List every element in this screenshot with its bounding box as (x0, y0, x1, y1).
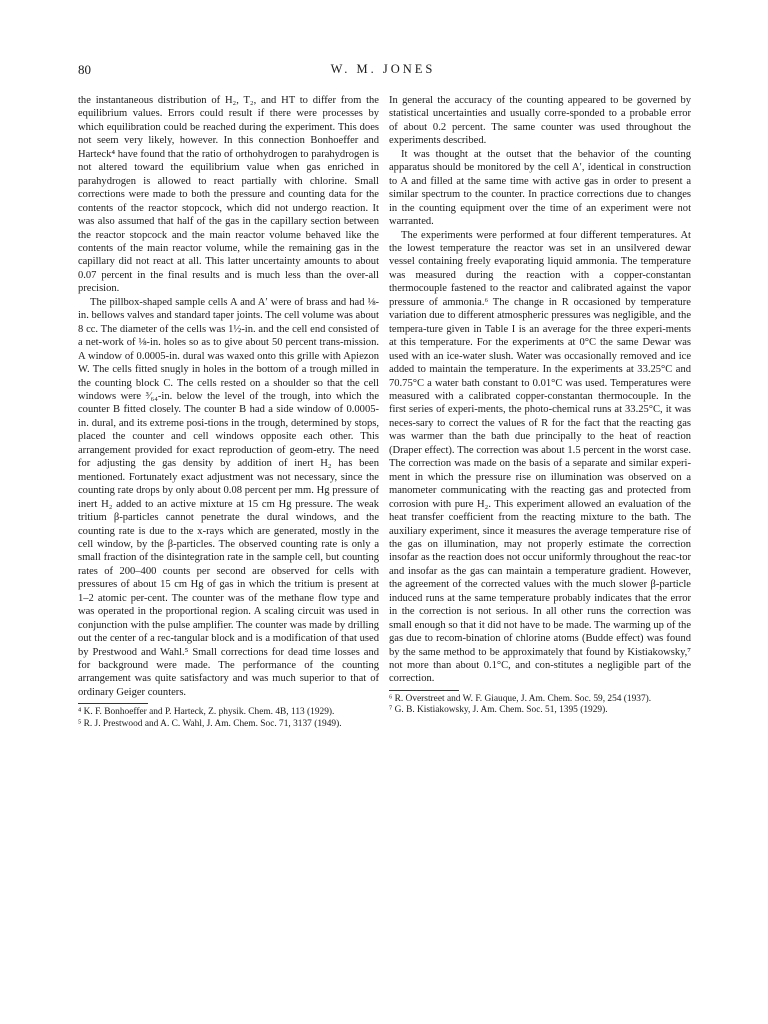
page-number: 80 (78, 62, 91, 77)
left-column (78, 94, 379, 730)
right-paragraph-2: It was thought at the outset that the behavior of the counting apparatus should be monitored by the cell A′, identical in construction to A and filled at the same time with active gas in order to present a similar spectrum to the counter. In practice corrections due to changes in the counting equipment over the time of an experiment were not warranted. (389, 148, 691, 228)
footnote-5: ⁵ R. J. Prestwood and A. C. Wahl, J. Am. Chem. Soc. 71, 3137 (1949). (78, 718, 342, 729)
footnote-7: ⁷ G. B. Kistiakowsky, J. Am. Chem. Soc. 51, 1395 (1929). (389, 705, 608, 716)
right-paragraph-3: The experiments were performed at four different temperatures. At the lowest temperature the reactor was set in an unsilvered dewar vessel containing freely evaporating liquid ammonia. The temperature was measured during the reaction with a copper-constantan thermocouple fastened to the reactor and calibrated against the vapor pressure of ammonia.⁶ The change in R occasioned by temperature variation due to different atmospheric pressures was negligible, and the tempera-ture given in Table I is an average for the three experi-ments at this temperature. For the experiments at 0°C the same Dewar was used with an ice-water slush. Water was occasionally removed and ice added to maintain the temperature. In the experiments at 33.25°C and 70.75°C a water bath constant to 0.01°C was used. Temperatures were measured with a calibrated copper-constantan thermocouple. In the first series of experi-ments, the photo-chemical runs at 33.25°C, it was neces-sary to correct the values of R for the fact that the reacting gas was warmer than the bath due principally to the heat of reaction (Draper effect). The correction was about 1.5 percent in the worst case. The correction was made on the basis of a separate and similar experi-ment in which the pressure rise on illumination was observed on a manometer communicating with the reacting gas and protected from corrosion with pure H₂. This experiment allowed an evaluation of the heat transfer coefficient from the reacting mixture to the bath. The auxiliary experiment, since it measures the average temperature rise of the gas on illumination, may not properly estimate the correction insofar as the reaction does not occur uniformly throughout the reac-tor and insofar as the gas can maintain a temperature gradient. However, the agreement of the corrected values with the much slower β-particle induced runs at the same temperature probably indicates that the error in the correction is not serious. In all other runs the correction was small enough so that it did not have to be made. The warming up of the gas due to recom-bination of chlorine atoms (Budde effect) was found by the same method to be approximately that found by Kistiakowsky,⁷ not more than about 0.1°C, and con-stitutes a negligible part of the correction. (389, 229, 691, 685)
footnote-rule-right (389, 690, 459, 691)
running-head-author: W. M. JONES (330, 62, 436, 76)
right-paragraph-1: In general the accuracy of the counting appeared to be governed by statistical uncertainties and usually corre-sponded to a probable error of about 0.2 percent. The same counter was used throughout the experiments described. (389, 95, 691, 147)
footnote-6: ⁶ R. Overstreet and W. F. Giauque, J. Am. Chem. Soc. 59, 254 (1937). (389, 693, 652, 704)
left-paragraph-2: The pillbox-shaped sample cells A and A′ were of brass and had ⅛-in. bellows valves and standard taper joints. The cell volume was about 8 cc. The diameter of the cells was 1½-in. and the cell end consisted of a net-work of ⅛-in. holes so as to give about 50 percent trans-mission. A window of 0.0005-in. dural was waxed onto this grille with Apiezon W. The cells fitted snugly in holes in the bottom of a trough milled in the counting block C. The cells rested on a shoulder so that the cell windows were ³⁄₆₄-in. below the level of the trough, into which the counter B fitted closely. The counter B had a side window of 0.0005-in. dural, and its extreme posi-tions in the trough, determined by stops, placed the counter and cell windows opposite each other. This arrangement provided for exact reproduction of geom-etry. The need for adjusting the gas density by addition of inert H₂ has been mentioned. Fortunately exact adjustment was not necessary, since the counting rate drops by only about 0.08 percent per mm. Hg pressure of inert H₂ added to an active mixture at 15 cm Hg pressure. The weak tritium β-particles cannot penetrate the dural windows, and the counting rate is due to the x-rays which are generated, mostly in the cell window, by the β-particles. The observed counting rate is only a small fraction of the disintegration rate in the sample cell, but counting rates of 200–400 counts per second are observed for cells with pressures of about 15 cm Hg of gas in which the tritium is present at 1–2 atomic per-cent. The counter was of the methane flow type and was operated in the proportional region. A scaling circuit was used in conjunction with the pulse amplifier. The counter was made by drilling out the center of a rec-tangular block and is a modification of that used by Prestwood and Wahl.⁵ Small corrections for dead time losses and for background were made. The performance of the counting arrangement was quite satisfactory and was much superior to that of ordinary Geiger counters. (78, 296, 379, 698)
footnote-4: ⁴ K. F. Bonhoeffer and P. Harteck, Z. physik. Chem. 4B, 113 (1929). (78, 707, 335, 718)
left-paragraph-1: the instantaneous distribution of H₂, T₂, and HT to differ from the equilibrium values. Errors could result if there were processes by which equilibration could be reached during the experiment. This does not seem very likely, however. In this connection Bonhoeffer and Harteck⁴ have found that the ratio of orthohydrogen to parahydrogen is not altered toward the equilibrium value when gas enriched in parahydrogen is allowed to react partially with chlorine. Small corrections were made to both the pressure and counting data for the contents of the reactor stopcock, which did not undergo reaction. It was also assumed that half of the gas in the capillary section between the reactor stopcock and the main reactor volume behaved like the contents of the main reactor volume, while the remaining gas in the capillary did not react at all. This latter uncertainty amounts to about 0.07 percent in the final results and is much less than the over-all precision. (78, 95, 379, 295)
right-column (389, 94, 691, 717)
page-header (78, 62, 688, 80)
footnote-rule-left (78, 703, 148, 704)
